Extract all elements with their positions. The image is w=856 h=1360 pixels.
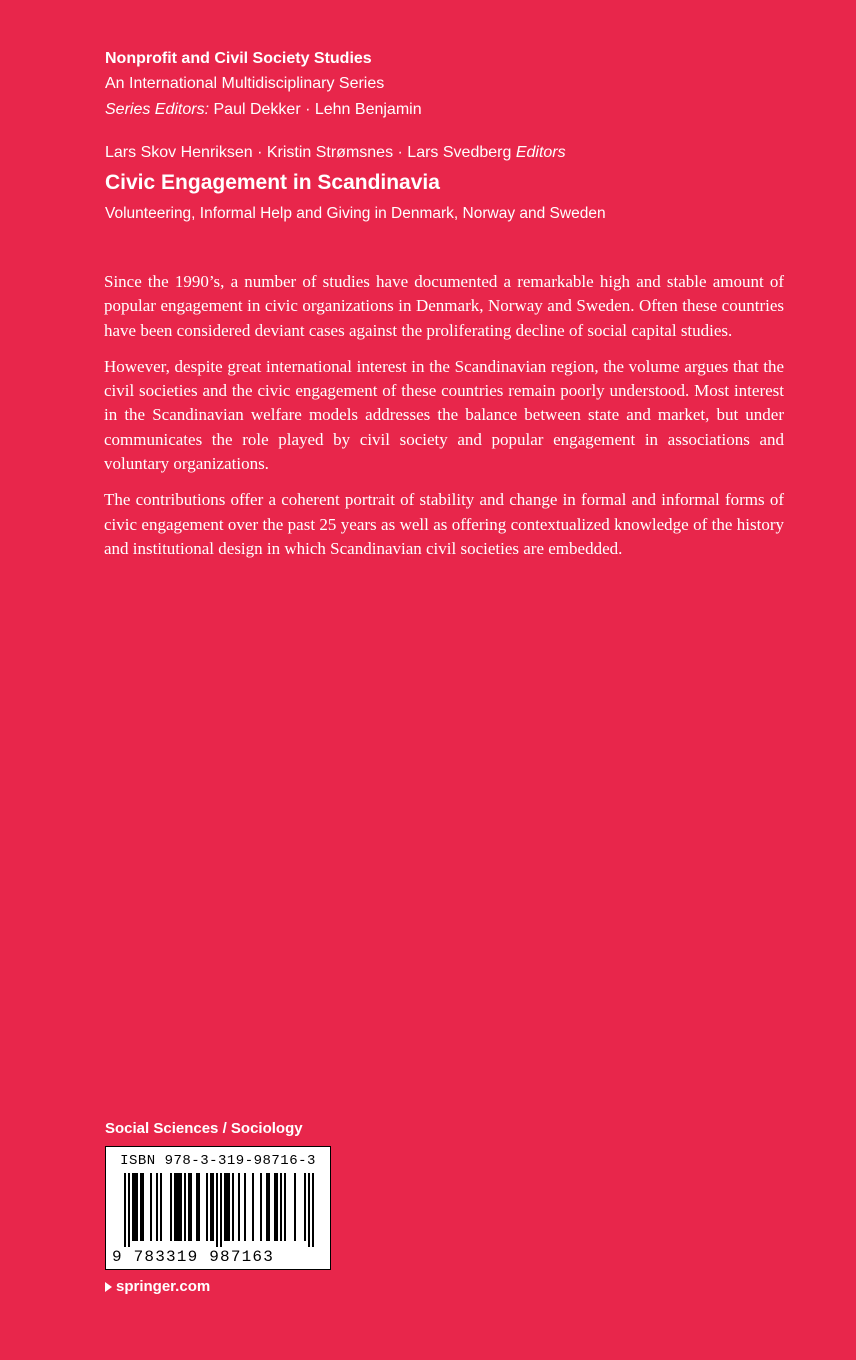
- barcode-bar: [170, 1173, 172, 1241]
- book-subtitle: Volunteering, Informal Help and Giving in Denmark, Norway and Sweden: [105, 205, 606, 222]
- subject-category: Social Sciences / Sociology: [105, 1120, 303, 1137]
- barcode-bar: [276, 1173, 278, 1241]
- barcode-bar: [150, 1173, 152, 1241]
- series-title: Nonprofit and Civil Society Studies: [105, 50, 372, 67]
- authors-role: Editors: [515, 144, 566, 161]
- blurb-paragraph-3: The contributions offer a coherent portrait of stability and change in formal and informal forms of civic engagement over the past 25 years as well as offering contextualized knowledge of the history and institutional design in which Scandinavian civil societies are embedded.: [104, 490, 784, 558]
- barcode-bar: [196, 1173, 198, 1241]
- barcode-bar: [280, 1173, 282, 1241]
- barcode-bar: [174, 1173, 176, 1241]
- barcode-bar: [210, 1173, 212, 1241]
- barcode-bar: [160, 1173, 162, 1241]
- barcode-bar: [132, 1173, 134, 1241]
- isbn-label: ISBN 978-3-319-98716-3: [120, 1153, 316, 1169]
- barcode-bar: [266, 1173, 268, 1241]
- series-editors-names: Paul Dekker · Lehn Benjamin: [209, 101, 422, 118]
- barcode-bar: [274, 1173, 276, 1241]
- barcode-bar: [212, 1173, 214, 1241]
- publisher-website[interactable]: [105, 1276, 210, 1298]
- barcode-bar: [268, 1173, 270, 1241]
- barcode-bar: [190, 1173, 192, 1241]
- authors-names: Lars Skov Henriksen · Kristin Strømsnes · Lars Svedberg: [105, 144, 516, 161]
- blurb-paragraph-1: Since the 1990’s, a number of studies have documented a remarkable high and stable amount of popular engagement in civic organizations in Denmark, Norway and Sweden. Often these countries have been considered deviant cases against the proliferating decline of social capital studies.: [104, 272, 784, 340]
- series-editors-label: Series Editors:: [105, 101, 210, 118]
- series-subtitle: An International Multidisciplinary Series: [105, 75, 385, 92]
- barcode-bar: [142, 1173, 144, 1241]
- book-authors: [105, 141, 566, 165]
- barcode-bar: [308, 1173, 310, 1247]
- isbn-barcode: [105, 1146, 331, 1270]
- barcode-bar: [232, 1173, 234, 1241]
- barcode-bar: [220, 1173, 222, 1247]
- barcode-bar: [184, 1173, 186, 1241]
- barcode-bar: [238, 1173, 240, 1241]
- barcode-bar: [226, 1173, 228, 1241]
- barcode-bar: [312, 1173, 314, 1247]
- barcode-bar: [128, 1173, 130, 1247]
- barcode-bar: [180, 1173, 182, 1241]
- barcode-bar: [136, 1173, 138, 1241]
- barcode-bar: [124, 1173, 126, 1247]
- barcode-bar: [198, 1173, 200, 1241]
- barcode-bar: [178, 1173, 180, 1241]
- barcode-bar: [252, 1173, 254, 1241]
- barcode-bar: [156, 1173, 158, 1241]
- series-editors: [105, 97, 805, 123]
- blurb-paragraph-2: However, despite great international interest in the Scandinavian region, the volume argues that the civil societies and the civic engagement of these countries remain poorly understood. Most interest in the Scandinavian welfare models addresses the balance between state and market, but under communicates the role played by civil society and popular engagement in associations and voluntary organizations.: [104, 356, 784, 474]
- barcode-bar: [228, 1173, 230, 1241]
- barcode-bar: [206, 1173, 208, 1241]
- barcode-bar: [294, 1173, 296, 1241]
- barcode-bar: [216, 1173, 218, 1247]
- barcode-bar: [224, 1173, 226, 1241]
- barcode-bar: [244, 1173, 246, 1241]
- arrow-right-icon: [105, 1282, 112, 1292]
- barcode-bar: [140, 1173, 142, 1241]
- barcode-bar: [134, 1173, 136, 1241]
- barcode-bar: [304, 1173, 306, 1241]
- barcode-bar: [260, 1173, 262, 1241]
- barcode-bar: [188, 1173, 190, 1241]
- barcode-digits: 9 783319 987163: [112, 1248, 275, 1266]
- barcode-bar: [176, 1173, 178, 1241]
- back-cover-blurb: [104, 270, 784, 573]
- barcode-bar: [284, 1173, 286, 1241]
- barcode-bars-icon: [124, 1173, 324, 1247]
- series-header: [105, 47, 805, 123]
- website-label: springer.com: [116, 1278, 211, 1295]
- book-title: Civic Engagement in Scandinavia: [105, 171, 440, 194]
